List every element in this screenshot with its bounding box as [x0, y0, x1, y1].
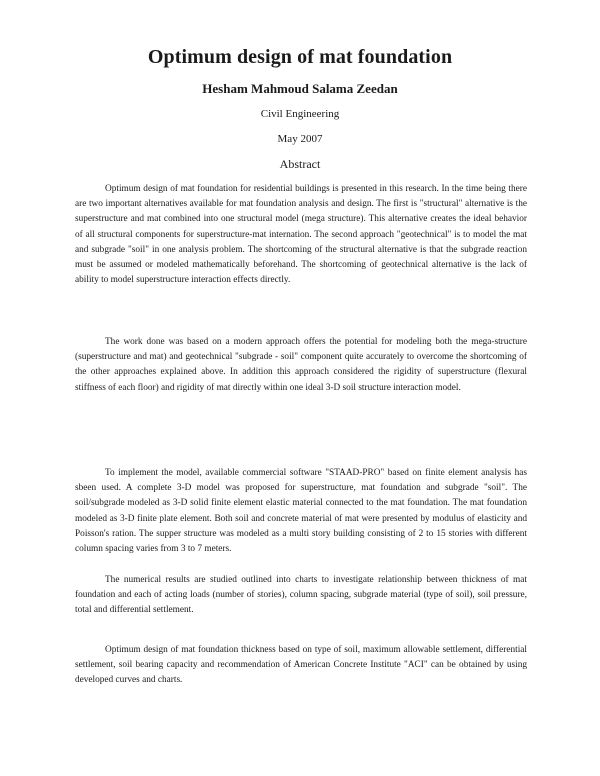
paper-title: Optimum design of mat foundation — [147, 46, 453, 68]
department: Civil Engineering — [260, 108, 340, 120]
abstract-paragraph-1: Optimum design of mat foundation for residential buildings is presented in this research. In the time being there are two important alternatives available for mat foundation analysis and design. The first is "structural" alternative is the superstructure and mat combined into one structural model (mega structure). This alternative creates the ideal behavior of all structural components for superstructure-mat internation. The second approach "geotechnical" is to model the mat and subgrade "soil" in one analysis problem. The shortcoming of the structural alternative is that the subgrade reaction must be assumed or modeled mathematically beforehand. The shortcoming of geotechnical alternative is the lack of ability to model superstructure interaction effects directly. — [75, 184, 527, 286]
abstract-paragraph-3: To implement the model, available commercial software "STAAD-PRO" based on finite element analysis has sbeen used. A complete 3-D model was proposed for superstructure, mat foundation and subgrade "soil". The soil/subgrade modeled as 3-D solid finite element elastic material connected to the mat foundation. The mat foundation modeled as 3-D finite plate element. Both soil and concrete material of mat were presented by modulus of elasticity and Poisson's ration. The supper structure was modeled as a multi story building consisting of 2 to 15 stories with different column spacing varies from 3 to 7 meters. — [75, 468, 527, 555]
abstract-paragraph-2: The work done was based on a modern approach offers the potential for modeling both the mega-structure (superstructure and mat) and geotechnical "subgrade - soil" component quite accurately to overcome the shortcoming of the other approaches explained above. In addition this approach considered the rigidity of superstructure (flexural stiffness of each floor) and rigidity of mat directly within one ideal 3-D soil structure interaction model. — [75, 337, 527, 393]
publication-date: May 2007 — [277, 133, 323, 145]
abstract-heading: Abstract — [279, 157, 321, 171]
abstract-paragraph-4: The numerical results are studied outlined into charts to investigate relationship between thickness of mat foundation and each of acting loads (number of stories), column spacing, subgrade material (type of soil), soil pressure, total and differential settlement. — [75, 575, 527, 616]
author-name: Hesham Mahmoud Salama Zeedan — [202, 81, 398, 96]
abstract-paragraph-5: Optimum design of mat foundation thickness based on type of soil, maximum allowable settlement, differential settlement, soil bearing capacity and recommendation of American Concrete Institute "ACI" can be obtained by using developed curves and charts. — [75, 645, 527, 686]
